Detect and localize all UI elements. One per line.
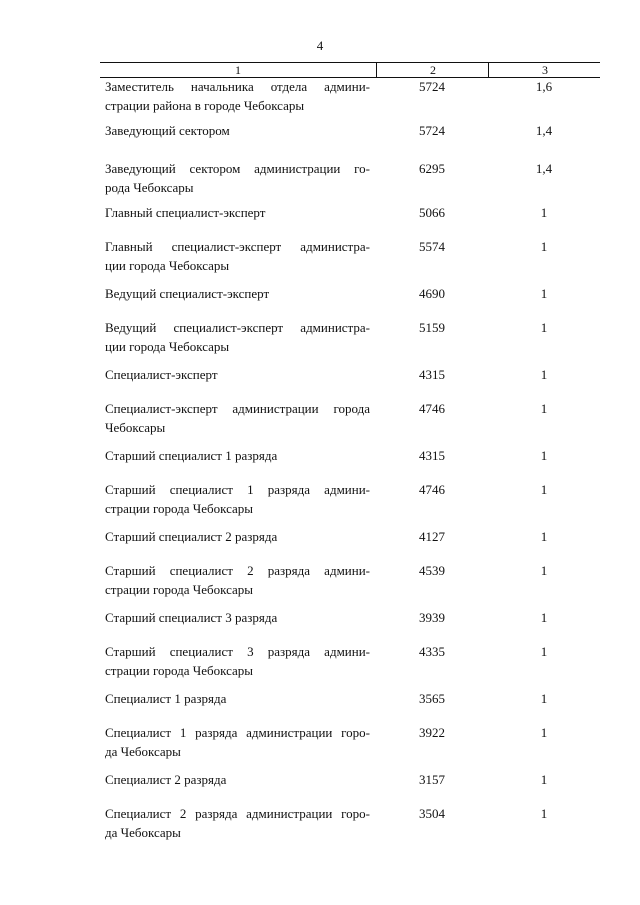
position-name-line: Старший специалист 3 разряда — [105, 610, 278, 625]
coefficient-cell: 1 — [540, 529, 548, 544]
position-name-line: Старший специалист 2 разряда — [105, 529, 278, 544]
salary-cell: 4746 — [419, 482, 445, 497]
position-name-line: Специалист 2 разряда администрации горо- — [105, 806, 370, 821]
position-name-line: ции города Чебоксары — [105, 339, 230, 354]
salary-cell: 5574 — [419, 239, 445, 254]
position-name-line: Главный специалист-эксперт администра- — [105, 239, 370, 254]
position-name-line: страции города Чебоксары — [105, 501, 254, 516]
coefficient-cell: 1 — [540, 286, 548, 301]
position-name-cell — [105, 804, 370, 842]
position-name-line: Заместитель начальника отдела админи- — [105, 79, 370, 94]
position-name-cell — [105, 203, 370, 222]
position-name-cell — [105, 723, 370, 761]
position-name-line: Заведующий сектором — [105, 123, 230, 138]
coefficient-cell: 1 — [540, 563, 548, 578]
coefficient-cell: 1 — [540, 320, 548, 335]
salary-table — [100, 62, 600, 840]
salary-cell: 5159 — [419, 320, 445, 335]
position-name-line: страции города Чебоксары — [105, 582, 254, 597]
position-name-cell — [105, 608, 370, 627]
position-name-line: Специалист-эксперт — [105, 367, 218, 382]
position-name-line: Специалист 2 разряда — [105, 772, 227, 787]
salary-cell: 6295 — [419, 161, 445, 176]
coefficient-cell: 1 — [540, 725, 548, 740]
salary-cell: 4315 — [419, 367, 445, 382]
position-name-line: рода Чебоксары — [105, 180, 194, 195]
position-name-cell — [105, 77, 370, 115]
position-name-line: Специалист 1 разряда администрации горо- — [105, 725, 370, 740]
position-name-line: страции района в городе Чебоксары — [105, 98, 305, 113]
salary-cell: 4127 — [419, 529, 445, 544]
salary-cell: 5066 — [419, 205, 445, 220]
salary-cell: 3565 — [419, 691, 445, 706]
column-header-3: 3 — [488, 63, 601, 77]
salary-cell: 4335 — [419, 644, 445, 659]
position-name-line: Чебоксары — [105, 420, 166, 435]
position-name-line: Специалист 1 разряда — [105, 691, 227, 706]
position-name-line: Ведущий специалист-эксперт — [105, 286, 270, 301]
position-name-cell — [105, 770, 370, 789]
coefficient-cell: 1 — [540, 610, 548, 625]
coefficient-cell: 1 — [540, 806, 548, 821]
column-header-1: 1 — [235, 63, 241, 77]
position-name-cell — [105, 642, 370, 680]
position-name-cell — [105, 527, 370, 546]
table-header-row — [100, 62, 600, 78]
position-name-cell — [105, 480, 370, 518]
coefficient-cell: 1 — [540, 448, 548, 463]
position-name-line: да Чебоксары — [105, 825, 181, 840]
coefficient-cell: 1 — [540, 239, 548, 254]
position-name-cell — [105, 121, 370, 140]
salary-cell: 5724 — [419, 123, 445, 138]
position-name-cell — [105, 399, 370, 437]
position-name-line: Старший специалист 1 разряда — [105, 448, 278, 463]
coefficient-cell: 1 — [540, 772, 548, 787]
position-name-cell — [105, 689, 370, 708]
coefficient-cell: 1 — [540, 401, 548, 416]
position-name-line: Старший специалист 1 разряда админи- — [105, 482, 370, 497]
coefficient-cell: 1 — [540, 644, 548, 659]
coefficient-cell: 1 — [540, 482, 548, 497]
position-name-line: Специалист-эксперт администрации города — [105, 401, 370, 416]
position-name-cell — [105, 318, 370, 356]
position-name-line: ции города Чебоксары — [105, 258, 230, 273]
page-number: 4 — [316, 38, 324, 53]
position-name-line: да Чебоксары — [105, 744, 181, 759]
salary-cell: 3504 — [419, 806, 445, 821]
coefficient-cell: 1 — [540, 691, 548, 706]
salary-cell: 4315 — [419, 448, 445, 463]
position-name-cell — [105, 365, 370, 384]
coefficient-cell: 1 — [540, 367, 548, 382]
position-name-line: Заведующий сектором администрации го- — [105, 161, 370, 176]
position-name-cell — [105, 159, 370, 197]
position-name-cell — [105, 237, 370, 275]
coefficient-cell: 1,4 — [535, 161, 553, 176]
position-name-line: Ведущий специалист-эксперт администра- — [105, 320, 370, 335]
column-header-2: 2 — [376, 63, 489, 77]
position-name-cell — [105, 446, 370, 465]
salary-cell: 4746 — [419, 401, 445, 416]
position-name-line: Старший специалист 2 разряда админи- — [105, 563, 370, 578]
position-name-line: Главный специалист-эксперт — [105, 205, 266, 220]
salary-cell: 4690 — [419, 286, 445, 301]
salary-cell: 4539 — [419, 563, 445, 578]
position-name-line: Старший специалист 3 разряда админи- — [105, 644, 370, 659]
coefficient-cell: 1,6 — [535, 79, 553, 94]
coefficient-cell: 1 — [540, 205, 548, 220]
coefficient-cell: 1,4 — [535, 123, 553, 138]
salary-cell: 3157 — [419, 772, 445, 787]
salary-cell: 3922 — [419, 725, 445, 740]
salary-cell: 3939 — [419, 610, 445, 625]
salary-cell: 5724 — [419, 79, 445, 94]
position-name-cell — [105, 561, 370, 599]
position-name-line: страции города Чебоксары — [105, 663, 254, 678]
position-name-cell — [105, 284, 370, 303]
